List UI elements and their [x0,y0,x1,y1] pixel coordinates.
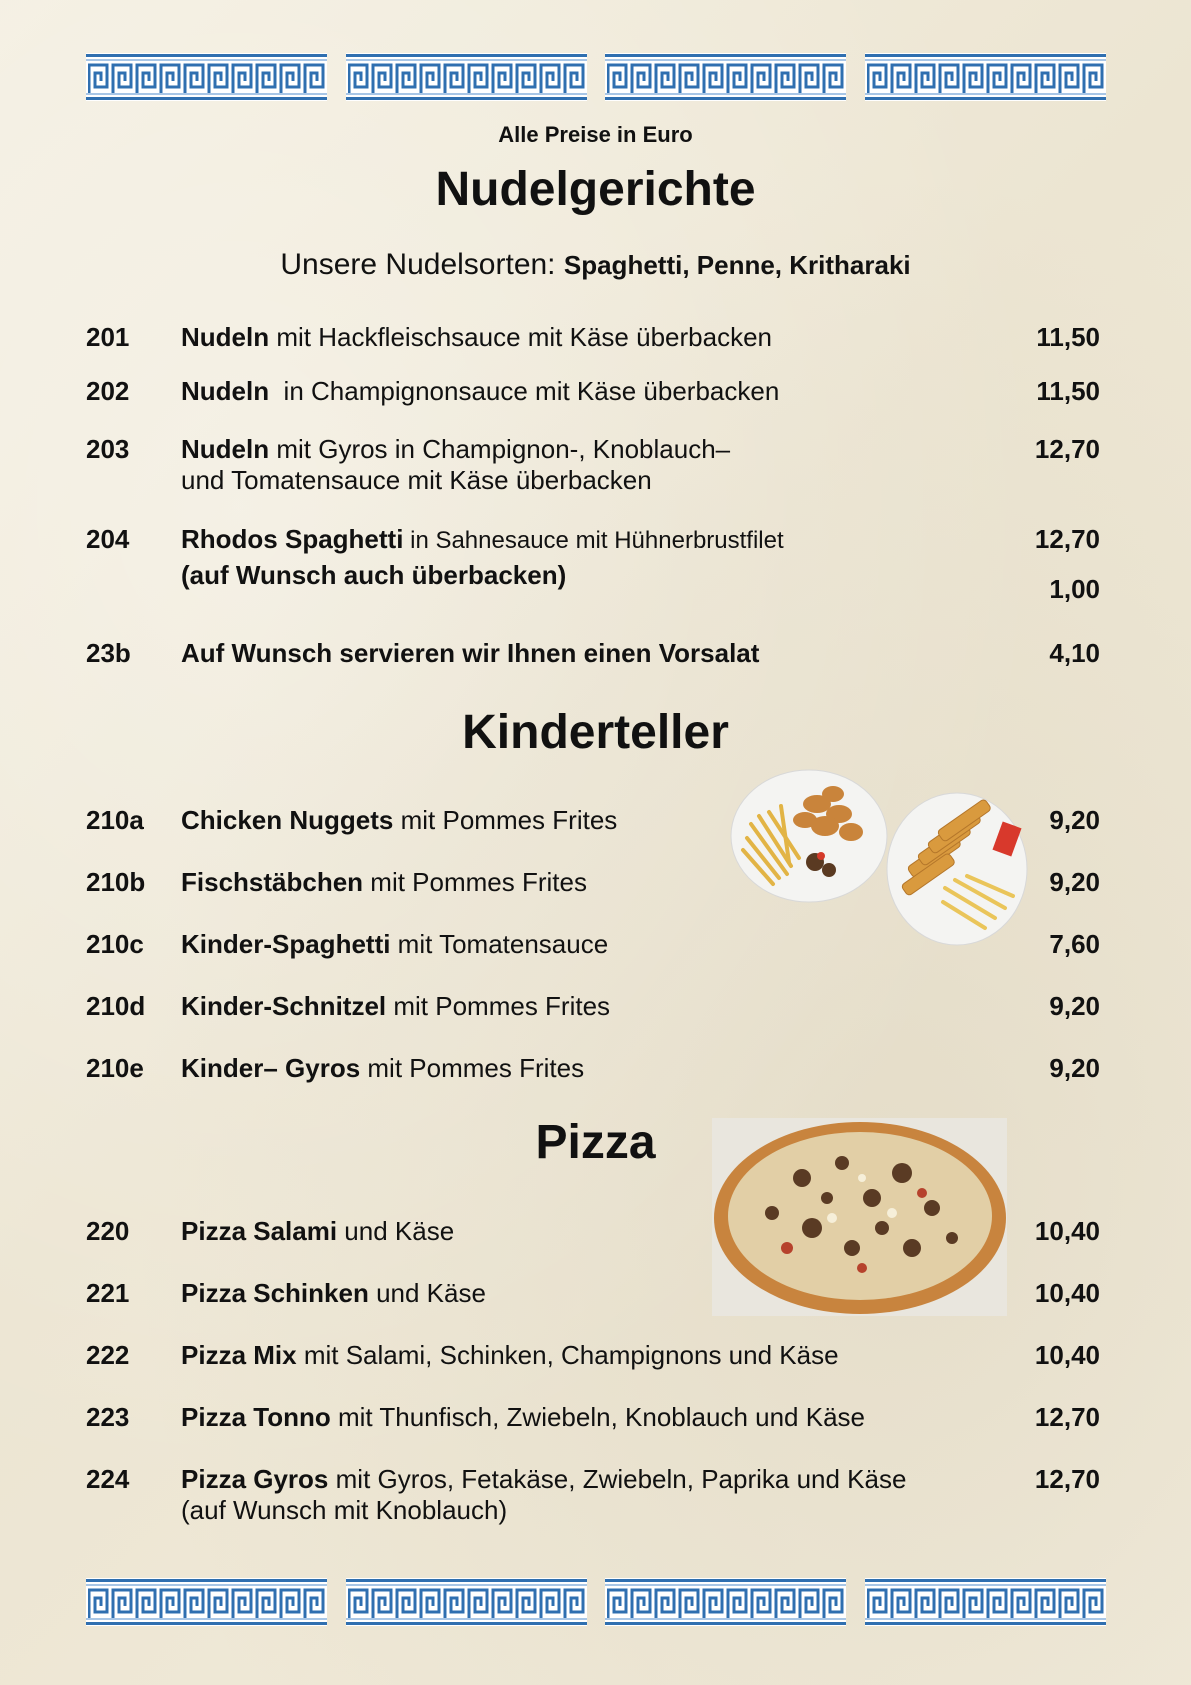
greek-key-ornament [346,53,587,101]
item-detail: mit Tomatensauce [390,929,609,959]
item-number: 201 [86,322,130,352]
item-number: 221 [86,1278,130,1308]
item-option-label: (auf Wunsch auch überbacken) [181,560,567,590]
pasta-types-line [0,248,1191,282]
item-description [181,1402,981,1433]
item-name: Rhodos Spaghetti [181,524,404,554]
item-price: 9,20 [1049,1053,1100,1083]
item-description [181,1464,981,1526]
item-name: Chicken Nuggets [181,805,394,835]
item-price: 12,70 [1034,1464,1100,1494]
item-detail: mit Pommes Frites [360,1053,585,1083]
item-name: Pizza Gyros [181,1464,329,1494]
item-name: Pizza Schinken [181,1278,369,1308]
item-description [181,929,981,960]
item-price: 9,20 [1049,805,1100,835]
item-detail: mit Thunfisch, Zwiebeln, Knoblauch und Käse [330,1402,866,1432]
item-price: 4,10 [1049,638,1100,668]
item-number: 210e [86,1053,144,1083]
item-detail: in Champignonsauce mit Käse überbacken [269,376,780,406]
item-detail: und Käse [368,1278,486,1308]
item-name: Nudeln [181,434,270,464]
item-name: Auf Wunsch servieren wir Ihnen einen Vorsalat [181,638,760,668]
item-number: 224 [86,1464,130,1494]
item-price: 11,50 [1036,376,1100,406]
item-description [181,434,981,496]
greek-key-ornament [865,53,1106,101]
item-price: 12,70 [1034,524,1100,554]
item-number: 203 [86,434,130,464]
greek-key-ornament [605,1578,846,1626]
item-detail: mit Pommes Frites [386,991,611,1021]
item-price: 7,60 [1049,929,1100,959]
item-name: Pizza Tonno [181,1402,331,1432]
price-note: Alle Preise in Euro [498,122,693,147]
item-number: 223 [86,1402,130,1432]
item-name: Pizza Mix [181,1340,297,1370]
greek-key-ornament [605,53,846,101]
item-name: Fischstäbchen [181,867,364,897]
item-name: Kinder-Spaghetti [181,929,391,959]
item-detail: und Käse [337,1216,455,1246]
item-detail: mit Salami, Schinken, Champignons und Käse [296,1340,839,1370]
item-number: 23b [86,638,131,668]
greek-key-ornament [865,1578,1106,1626]
item-name: Kinder-Schnitzel [181,991,387,1021]
item-description [181,867,981,898]
item-detail: mit Pommes Frites [393,805,618,835]
item-description [181,1340,981,1371]
item-description [181,638,981,669]
item-price: 10,40 [1034,1278,1100,1308]
item-price: 10,40 [1034,1216,1100,1246]
item-description [181,560,981,591]
item-name: Kinder– Gyros [181,1053,361,1083]
item-detail: in Sahnesauce mit Hühnerbrustfilet [403,527,784,554]
item-number: 220 [86,1216,130,1246]
item-number: 210d [86,991,146,1021]
item-detail: mit Gyros in Champignon-, Knoblauch– [269,434,731,464]
item-number: 210a [86,805,144,835]
item-detail: mit Gyros, Fetakäse, Zwiebeln, Paprika und Käse [328,1464,907,1494]
item-description [181,1278,981,1309]
section-title-nudelgerichte: Nudelgerichte [435,163,756,216]
item-detail: mit Pommes Frites [363,867,587,897]
item-price: 11,50 [1036,322,1100,352]
item-description [181,524,981,556]
item-price: 1,00 [1049,574,1100,604]
item-description [181,322,981,353]
greek-key-ornament [346,1578,587,1626]
item-price: 12,70 [1034,1402,1100,1432]
item-number: 210b [86,867,146,897]
item-detail-line2: und Tomatensauce mit Käse überbacken [181,465,652,495]
greek-key-ornament [86,1578,327,1626]
item-number: 210c [86,929,144,959]
greek-key-ornament [86,53,327,101]
item-number: 222 [86,1340,130,1370]
pasta-types-label: Unsere Nudelsorten: [280,248,556,281]
item-price: 9,20 [1049,867,1100,897]
item-number: 202 [86,376,130,406]
item-number: 204 [86,524,130,554]
greek-key-border-top [86,53,1106,103]
item-description [181,1216,981,1247]
item-name: Pizza Salami [181,1216,338,1246]
greek-key-border-bottom [86,1578,1106,1628]
item-price: 9,20 [1049,991,1100,1021]
item-name: Nudeln [181,322,270,352]
item-detail-line2: (auf Wunsch mit Knoblauch) [181,1495,508,1525]
item-description [181,376,981,407]
item-description [181,991,981,1022]
item-description [181,1053,981,1084]
section-title-pizza: Pizza [535,1116,656,1169]
item-detail: mit Hackfleischsauce mit Käse überbacken [269,322,772,352]
section-title-kinderteller: Kinderteller [462,706,729,759]
item-price: 12,70 [1034,434,1100,464]
item-price: 10,40 [1034,1340,1100,1370]
item-description [181,805,981,836]
item-name: Nudeln [181,376,270,406]
pasta-types-values: Spaghetti, Penne, Kritharaki [563,250,911,280]
